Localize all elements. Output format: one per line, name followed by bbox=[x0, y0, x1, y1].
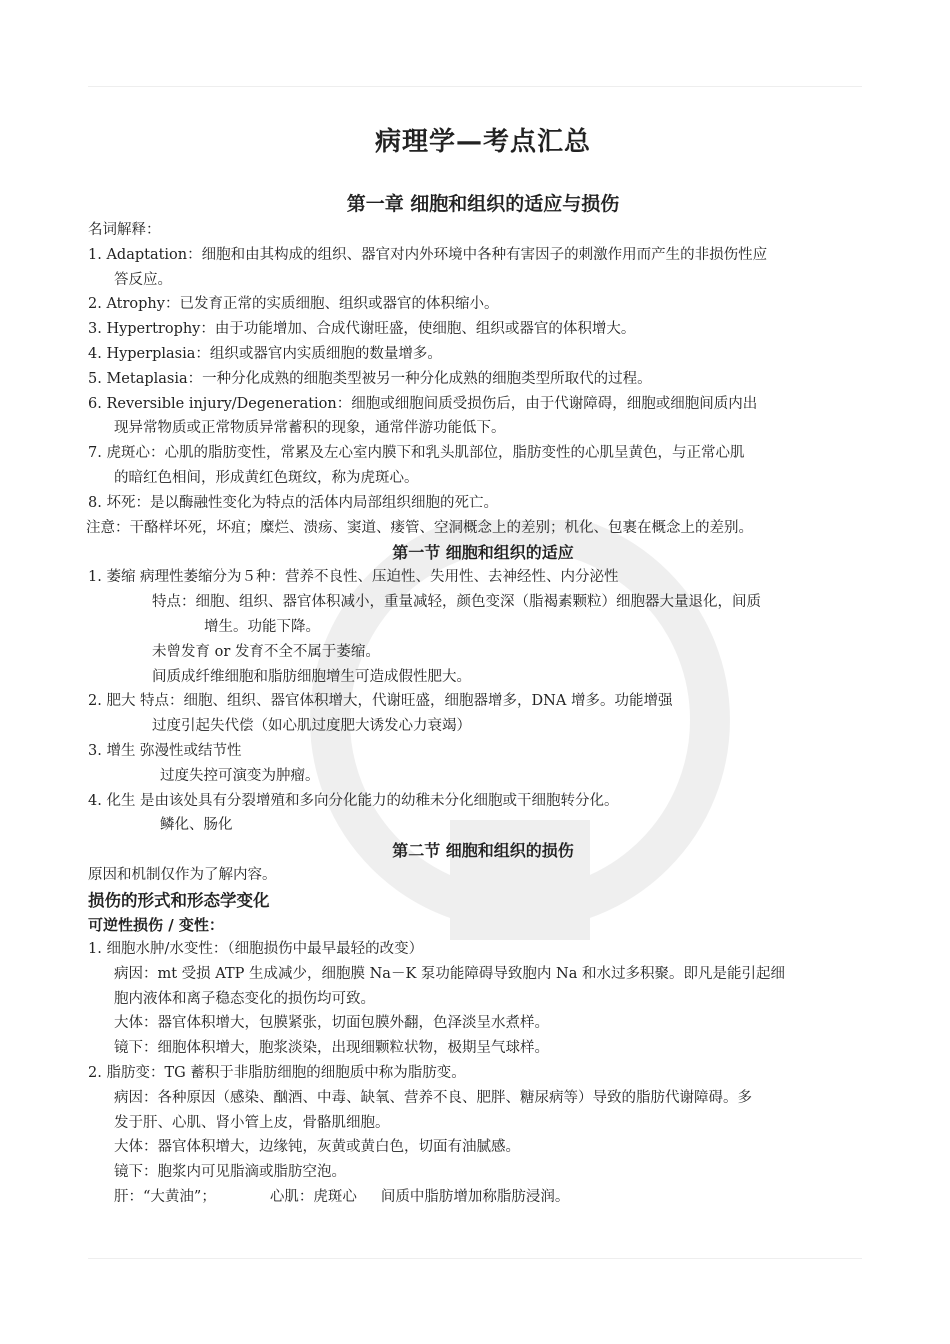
term-line: 现异常物质或正常物质异常蓄积的现象，通常伴游功能低下。 bbox=[114, 420, 506, 437]
fatty-infiltration: 间质中脂肪增加称脂肪浸润。 bbox=[380, 1188, 570, 1205]
document-body bbox=[88, 122, 878, 1210]
fatty-cause-cont: 发于肝、心肌、肾小管上皮，骨骼肌细胞。 bbox=[114, 1114, 390, 1131]
metaplasia-note: 鳞化、肠化 bbox=[160, 817, 233, 834]
section-1-title: 第一节 细胞和组织的适应 bbox=[392, 543, 574, 563]
terms-list bbox=[88, 243, 878, 516]
hyperplasia-note: 过度失控可演变为肿瘤。 bbox=[160, 767, 320, 784]
header-rule bbox=[88, 86, 862, 87]
atrophy-feature: 特点：细胞、组织、器官体积减小，重量减轻，颜色变深（脂褐素颗粒）细胞器大量退化，间质 bbox=[152, 594, 761, 611]
hypertrophy-head: 2. 肥大 特点：细胞、组织、器官体积增大，代谢旺盛，细胞器增多，DNA 增多。功能增强 bbox=[88, 693, 673, 710]
atrophy-head: 1. 萎缩 病理性萎缩分为５种：营养不良性、压迫性、失用性、去神经性、内分泌性 bbox=[88, 569, 619, 586]
term-line: 4. Hyperplasia：组织或器官内实质细胞的数量增多。 bbox=[88, 345, 442, 362]
atrophy-feature-cont: 增生。功能下降。 bbox=[204, 618, 320, 635]
swelling-cause-cont: 胞内液体和离子稳态变化的损伤均可致。 bbox=[114, 990, 375, 1007]
term-line: 6. Reversible injury/Degeneration：细胞或细胞间质受损伤后，由于代谢障碍，细胞或细胞间质内出 bbox=[88, 395, 758, 412]
hypertrophy-note: 过度引起失代偿（如心肌过度肥大诱发心力衰竭） bbox=[152, 718, 471, 735]
term-line: 的暗红色相间，形成黄红色斑纹，称为虎斑心。 bbox=[114, 469, 419, 486]
section-2-title: 第二节 细胞和组织的损伤 bbox=[392, 841, 574, 861]
fatty-liver: 肝：“大黄油”； bbox=[114, 1188, 216, 1205]
fatty-cause: 病因：各种原因（感染、酗酒、中毒、缺氧、营养不良、肥胖、糖尿病等）导致的脂肪代谢障碍。多 bbox=[114, 1089, 752, 1106]
term-line: 1. Adaptation：细胞和由其构成的组织、器官对内外环境中各种有害因子的刺激作用而产生的非损伤性应 bbox=[88, 246, 768, 263]
fatty-examples bbox=[88, 1185, 878, 1210]
term-line: 2. Atrophy：已发育正常的实质细胞、组织或器官的体积缩小。 bbox=[88, 296, 499, 313]
term-line: 8. 坏死：是以酶融性变化为特点的活体内局部组织细胞的死亡。 bbox=[88, 494, 498, 511]
hyperplasia-head: 3. 增生 弥漫性或结节性 bbox=[88, 742, 242, 759]
note-line: 注意：干酪样坏死，坏疽；糜烂、溃疡、窦道、瘘管、空洞概念上的差别；机化、包裹在概念上的差别。 bbox=[86, 519, 753, 536]
term-line: 7. 虎斑心：心肌的脂肪变性，常累及左心室内膜下和乳头肌部位，脂肪变性的心肌呈黄色，与正常心肌 bbox=[88, 445, 745, 462]
swelling-head: 1. 细胞水肿/水变性：（细胞损伤中最早最轻的改变） bbox=[88, 940, 424, 957]
term-line: 3. Hypertrophy：由于功能增加、合成代谢旺盛，使细胞、组织或器官的体积增大。 bbox=[88, 321, 636, 338]
fatty-gross: 大体：器官体积增大，边缘钝，灰黄或黄白色，切面有油腻感。 bbox=[114, 1139, 520, 1156]
term-line: 5. Metaplasia：一种分化成熟的细胞类型被另一种分化成熟的细胞类型所取代的过程。 bbox=[88, 370, 652, 387]
atrophy-note: 间质成纤维细胞和脂肪细胞增生可造成假性肥大。 bbox=[152, 668, 471, 685]
swelling-gross: 大体：器官体积增大，包膜紧张，切面包膜外翻，色泽淡呈水煮样。 bbox=[114, 1015, 549, 1032]
document-title: 病理学—考点汇总 bbox=[374, 127, 591, 157]
section-2-intro: 原因和机制仅作为了解内容。 bbox=[88, 867, 277, 884]
injury-heading: 损伤的形式和形态学变化 bbox=[88, 890, 270, 910]
fatty-micro: 镜下：胞浆内可见脂滴或脂肪空泡。 bbox=[114, 1164, 346, 1181]
metaplasia-head: 4. 化生 是由该处具有分裂增殖和多向分化能力的幼稚未分化细胞或干细胞转分化。 bbox=[88, 792, 619, 809]
fatty-head: 2. 脂肪变：TG 蓄积于非脂肪细胞的细胞质中称为脂肪变。 bbox=[88, 1064, 466, 1081]
swelling-micro: 镜下：细胞体积增大，胞浆淡染，出现细颗粒状物，极期呈气球样。 bbox=[114, 1040, 549, 1057]
atrophy-note: 未曾发育 or 发育不全不属于萎缩。 bbox=[152, 643, 380, 660]
chapter-title: 第一章 细胞和组织的适应与损伤 bbox=[346, 193, 620, 215]
term-line: 答反应。 bbox=[114, 271, 172, 288]
reversible-injury-subheading: 可逆性损伤 / 变性： bbox=[88, 915, 224, 934]
footer-rule bbox=[88, 1258, 862, 1259]
swelling-cause: 病因：mt 受损 ATP 生成减少，细胞膜 Na－K 泵功能障碍导致胞内 Na 和水过多积聚。即凡是能引起细 bbox=[114, 965, 785, 982]
fatty-heart: 心肌：虎斑心 bbox=[269, 1188, 357, 1205]
terms-label: 名词解释： bbox=[88, 222, 161, 238]
